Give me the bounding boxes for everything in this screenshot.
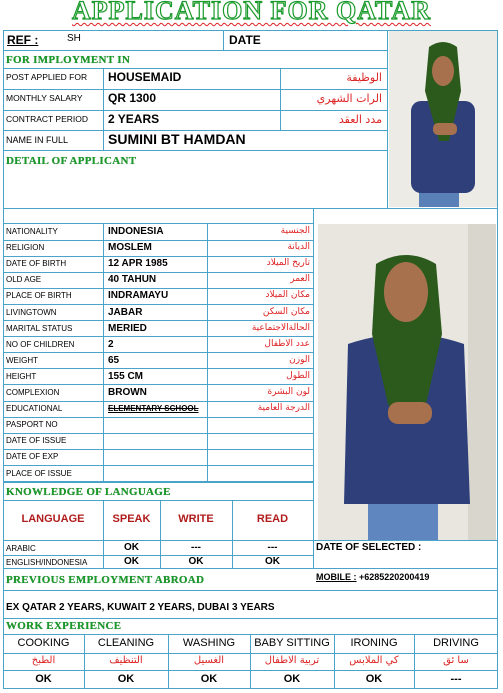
detail-value: INDONESIA [108, 226, 164, 237]
work-arabic: الغسيل [193, 655, 225, 666]
language-header: SPEAK [112, 513, 151, 525]
section-detail: DETAIL OF APPLICANT [6, 155, 137, 167]
date-selected-label: DATE OF SELECTED : [316, 542, 422, 553]
ref-value: SH [67, 33, 81, 44]
detail-arabic: الجنسية [280, 226, 310, 236]
work-value: OK [200, 673, 218, 685]
work-skill: BABY SITTING [254, 637, 330, 649]
detail-value: MOSLEM [108, 242, 152, 254]
detail-value: MERIED [108, 322, 147, 334]
language-speak: OK [124, 542, 139, 553]
previous-employment-text: EX QATAR 2 YEARS, KUWAIT 2 YEARS, DUBAI 3 YEARS [6, 602, 275, 613]
section-employment: FOR IMPLOYMENT IN [6, 54, 131, 66]
work-arabic: الطبخ [31, 655, 56, 666]
detail-arabic: مكان السكن [262, 306, 310, 317]
employment-value: 2 YEARS [108, 112, 160, 126]
detail-label: DATE OF BIRTH [6, 259, 67, 269]
work-value: OK [117, 673, 135, 685]
language-name: ENGLISH/INDONESIA [6, 558, 88, 567]
detail-arabic: الوزن [289, 354, 310, 365]
section-language: KNOWLEDGE OF LANGUAGE [6, 486, 171, 498]
detail-arabic: الحالةالاجتماعية [251, 322, 310, 333]
work-value: OK [283, 673, 301, 685]
language-write: OK [188, 556, 204, 567]
detail-arabic: العمر [290, 274, 310, 285]
language-header: LANGUAGE [21, 513, 85, 525]
detail-label: OLD AGE [6, 275, 42, 285]
detail-value: 12 APR 1985 [108, 258, 168, 270]
name-value: SUMINI BT HAMDAN [108, 131, 246, 147]
detail-arabic: الطول [286, 370, 310, 381]
detail-value: INDRAMAYU [108, 290, 169, 302]
language-write: --- [191, 542, 201, 553]
detail-label: DATE OF ISSUE [6, 436, 67, 446]
employment-value: HOUSEMAID [108, 70, 182, 84]
work-skill: DRIVING [433, 637, 479, 649]
employment-label: MONTHLY SALARY [6, 93, 83, 103]
detail-arabic: لون البشرة [267, 387, 310, 397]
language-read: OK [265, 556, 280, 567]
employment-arabic: الوظيفة [346, 71, 382, 84]
work-arabic: سا ئق [443, 655, 469, 666]
work-arabic: تربية الاطفال [264, 655, 320, 666]
work-value: OK [35, 673, 52, 685]
detail-label: NO OF CHILDREN [6, 339, 75, 349]
language-header: READ [256, 513, 289, 525]
language-speak: OK [124, 556, 139, 567]
employment-arabic: مدد العقد [338, 113, 382, 126]
detail-label: RELIGION [6, 243, 45, 253]
mobile-value: +6285220200419 [359, 572, 430, 582]
employment-value: QR 1300 [108, 91, 157, 105]
detail-label: NATIONALITY [6, 227, 58, 236]
detail-value: 155 CM [108, 370, 144, 382]
detail-value: 2 [108, 338, 114, 350]
mobile-label: MOBILE : [316, 572, 357, 582]
detail-label: DATE OF EXP [6, 452, 59, 462]
work-arabic: كي الملابس [349, 655, 399, 666]
detail-label: COMPLEXION [6, 388, 60, 397]
date-label: DATE [229, 33, 261, 47]
employment-label: CONTRACT PERIOD [6, 114, 89, 124]
detail-arabic: عدد الاطفال [264, 338, 310, 349]
detail-label: PLACE OF ISSUE [6, 468, 72, 478]
detail-label: EDUCATIONAL [6, 404, 63, 414]
name-label: NAME IN FULL [6, 135, 69, 145]
work-skill: IRONING [350, 637, 398, 649]
detail-label: PLACE OF BIRTH [6, 291, 72, 301]
detail-label: WEIGHT [6, 355, 38, 365]
work-value: OK [365, 673, 383, 685]
detail-value: 40 TAHUN [108, 274, 157, 286]
work-skill: CLEANING [97, 637, 155, 649]
page-title: APPLICATION FOR QATAR [72, 0, 431, 25]
work-skill: WASHING [182, 637, 236, 649]
detail-label: PASPORT NO [6, 420, 58, 430]
section-previous: PREVIOUS EMPLOYMENT ABROAD [6, 574, 205, 586]
applicant-photo-small [389, 31, 497, 207]
applicant-photo-large [318, 224, 496, 540]
language-name: ARABIC [6, 544, 36, 553]
mobile-field [316, 572, 429, 582]
detail-label: MARITAL STATUS [6, 323, 73, 333]
work-value: --- [450, 673, 462, 685]
language-header: WRITE [178, 513, 214, 525]
detail-value: BROWN [108, 387, 147, 398]
ref-label: REF : [7, 33, 39, 47]
detail-value: 65 [108, 354, 120, 366]
detail-arabic: مكان الميلاد [265, 290, 310, 301]
ref-row [3, 30, 387, 50]
employment-label: POST APPLIED FOR [6, 72, 88, 82]
detail-label: HEIGHT [6, 371, 37, 381]
detail-arabic: تاريخ الميلاد [266, 258, 310, 269]
detail-value: ELEMENTARY SCHOOL [108, 404, 199, 414]
detail-arabic: الدرجة العامية [257, 403, 310, 414]
detail-arabic: الديانة [287, 242, 310, 253]
detail-label: LIVINGTOWN [6, 307, 57, 317]
detail-value: JABAR [108, 306, 143, 318]
language-read: --- [267, 542, 278, 553]
work-arabic: التنظيف [109, 655, 143, 666]
section-work: WORK EXPERIENCE [6, 620, 122, 632]
work-skill: COOKING [17, 637, 70, 649]
employment-arabic: الرات الشهري [316, 92, 382, 105]
